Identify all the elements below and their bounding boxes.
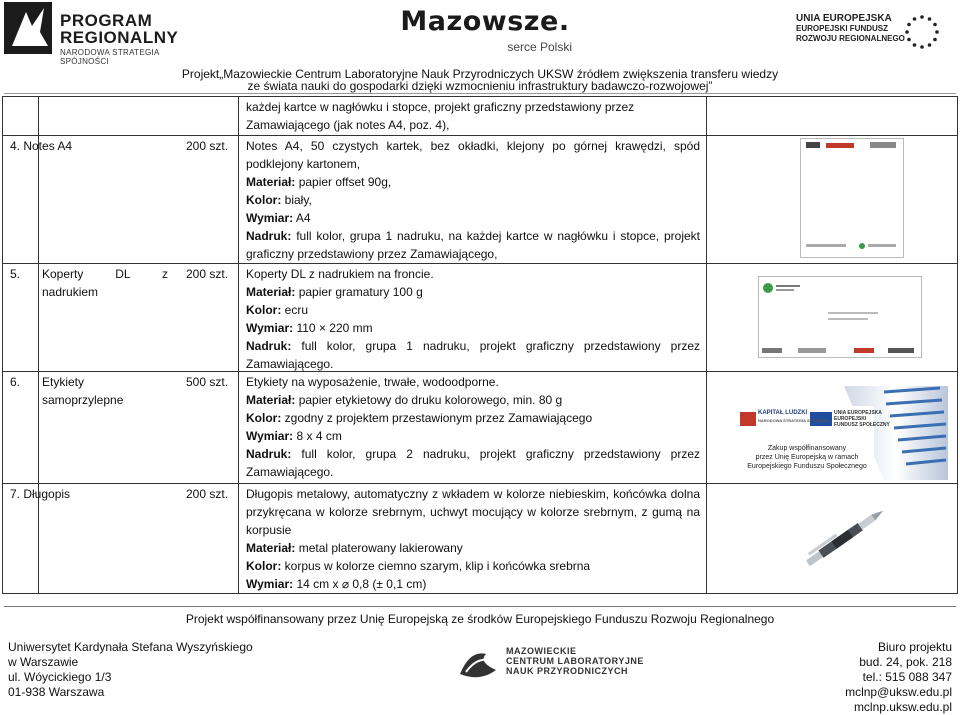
cofunding-statement: Projekt współfinansowany przez Unię Europejską ze środków Europejskiego Funduszu Rozwoju Regionalnego <box>185 612 775 626</box>
print-value: full kolor, grupa 1 nadruku, na każdej kartce w nagłówku i stopce, projekt graficzny przedstawiony przez Zamawiającego, <box>246 229 700 261</box>
label-kl-sub: NARODOWA STRATEGIA SPÓJNOŚCI <box>758 418 831 423</box>
row5-item-name: Koperty DL z nadrukiem <box>42 267 168 299</box>
contact-email-link[interactable]: mclnp@uksw.edu.pl <box>845 685 952 699</box>
row4-description <box>246 137 700 263</box>
size-label: Wymiar: <box>246 211 294 225</box>
mclnp-emblem-icon <box>456 644 500 684</box>
color-value: biały, <box>281 193 312 207</box>
row6-description <box>246 373 700 481</box>
table-border-bottom <box>2 593 958 594</box>
color-label: Kolor: <box>246 559 282 573</box>
mcl-line3: NAUK PRZYRODNICZYCH <box>506 666 628 676</box>
page-header <box>0 0 960 93</box>
label-caption-1: Zakup współfinansowany <box>767 445 847 452</box>
row6-print <box>246 445 700 481</box>
row4-item-name: 4. Notes A4 <box>10 139 73 153</box>
print-label: Nadruk: <box>246 229 292 243</box>
material-label: Materiał: <box>246 541 296 555</box>
program-logo-line2: REGIONALNY <box>60 28 179 47</box>
color-value: zgodny z projektem przestawionym przez Zamawiającego <box>281 411 593 425</box>
material-value: papier etykietowy do druku kolorowego, min. 80 g <box>295 393 563 407</box>
program-regionalny-emblem-icon <box>4 2 52 54</box>
table-border-left <box>2 96 3 594</box>
mclnp-logo <box>456 644 656 684</box>
label-caption-2: przez Unię Europejską w ramach <box>755 454 859 461</box>
university-address <box>8 640 253 700</box>
material-value: metal platerowany lakierowany <box>295 541 463 555</box>
size-value: 8 x 4 cm <box>293 429 342 443</box>
label-ue3: FUNDUSZ SPOŁECZNY <box>834 422 890 428</box>
row4-color <box>246 191 700 209</box>
row4-quantity: 200 szt. <box>186 139 229 153</box>
print-label: Nadruk: <box>246 339 292 353</box>
row7-size <box>246 575 700 593</box>
size-label: Wymiar: <box>246 429 294 443</box>
project-title-line1: Projekt„Mazowieckie Centrum Laboratoryjne Nauk Przyrodniczych UKSW źródłem zwiększenia transferu wiedzy <box>181 67 779 81</box>
table-row-divider <box>2 135 958 136</box>
size-value: 110 × 220 mm <box>293 321 373 335</box>
contact-line: bud. 24, pok. 218 <box>859 655 952 669</box>
label-caption-3: Europejskiego Funduszu Społecznego <box>747 463 867 470</box>
size-label: Wymiar: <box>246 321 294 335</box>
program-logo-line1: PROGRAM <box>60 11 153 30</box>
row-continuation-text <box>246 98 700 134</box>
row4-material <box>246 173 700 191</box>
row5-material <box>246 283 700 301</box>
continuation-line2: Zamawiającego (jak notes A4, poz. 4), <box>246 118 450 132</box>
address-line: ul. Wóycickiego 1/3 <box>8 670 112 684</box>
label-kl: KAPITAŁ LUDZKI <box>758 410 808 416</box>
program-regionalny-logo <box>4 2 204 66</box>
row6-item-name: Etykiety samoprzylepne <box>42 375 124 407</box>
mcl-line1: MAZOWIECKIE <box>506 646 577 656</box>
table-row-divider <box>2 263 958 264</box>
color-label: Kolor: <box>246 193 282 207</box>
labels-thumbnail <box>734 386 948 480</box>
table-border-right <box>957 96 958 594</box>
label-kl-text <box>758 410 830 424</box>
label-ue-text <box>834 410 890 428</box>
ue-logo-line2: EUROPEJSKI FUNDUSZ <box>796 24 889 33</box>
address-line: w Warszawie <box>8 655 79 669</box>
project-office-contact <box>845 640 952 715</box>
label-ue2: EUROPEJSKI <box>834 416 867 422</box>
row5-description <box>246 265 700 373</box>
row5-print <box>246 337 700 373</box>
row5-size <box>246 319 700 337</box>
row5-number: 5. <box>10 267 21 281</box>
mazowsze-logo-word: Mazowsze. <box>400 6 570 37</box>
program-logo-line3: NARODOWA STRATEGIA SPÓJNOŚCI <box>60 48 160 66</box>
continuation-line1: każdej kartce w nagłówku i stopce, projekt graficzny przedstawiony przez <box>246 100 635 114</box>
material-label: Materiał: <box>246 393 296 407</box>
contact-line: Biuro projektu <box>877 640 952 654</box>
row7-intro: Długopis metalowy, automatyczny z wkładem w kolorze niebieskim, końcówka dolna przykręcana w kolorze srebrnym, uchwyt mocujący w kolorze srebrnym, z gumą na korpusie <box>246 487 700 537</box>
mazowsze-logo <box>390 6 580 54</box>
row7-color <box>246 557 700 575</box>
row6-number: 6. <box>10 375 21 389</box>
envelope-dl-thumbnail <box>758 276 922 358</box>
size-value: 14 cm x ⌀ 0,8 (± 0,1 cm) <box>293 577 427 591</box>
table-col-divider <box>706 96 707 594</box>
print-label: Nadruk: <box>246 447 292 461</box>
unia-europejska-logo <box>790 10 958 54</box>
contact-phone: tel.: 515 088 347 <box>862 670 952 684</box>
mazowsze-logo-sub: serce Polski <box>507 40 572 54</box>
color-value: ecru <box>281 303 309 317</box>
address-line: Uniwersytet Kardynała Stefana Wyszyńskiego <box>8 640 253 654</box>
row7-material <box>246 539 700 557</box>
row6-quantity: 500 szt. <box>186 375 229 389</box>
row4-print <box>246 227 700 263</box>
project-title-line2: ze świata nauki do gospodarki dzięki wzmocnieniu infrastruktury badawczo-rozwojowej” <box>247 79 713 93</box>
row6-size <box>246 427 700 445</box>
label-caption <box>740 444 874 471</box>
row7-description <box>246 485 700 593</box>
row5-intro: Koperty DL z nadrukiem na froncie. <box>246 267 434 281</box>
footer-divider <box>4 606 956 607</box>
table-border-top <box>2 96 958 97</box>
row4-size <box>246 209 700 227</box>
table-col-divider <box>38 96 39 594</box>
header-divider <box>4 93 956 94</box>
pen-thumbnail <box>792 488 898 588</box>
size-value: A4 <box>293 211 311 225</box>
color-label: Kolor: <box>246 411 282 425</box>
print-value: full kolor, grupa 1 nadruku, projekt graficzny przedstawiony przez Zamawiającego. <box>246 339 700 371</box>
notes-a4-thumbnail <box>800 138 904 258</box>
address-line: 01-938 Warszawa <box>8 685 105 699</box>
row6-color <box>246 409 700 427</box>
row7-item-name: 7. Długopis <box>10 487 71 501</box>
contact-website-link[interactable]: mclnp.uksw.edu.pl <box>853 700 952 714</box>
material-label: Materiał: <box>246 285 296 299</box>
material-label: Materiał: <box>246 175 296 189</box>
size-label: Wymiar: <box>246 577 294 591</box>
row5-color <box>246 301 700 319</box>
color-value: korpus w kolorze ciemno szarym, klip i końcówka srebrna <box>281 559 591 573</box>
label-ue1: UNIA EUROPEJSKA <box>834 410 882 416</box>
material-value: papier gramatury 100 g <box>295 285 423 299</box>
eu-stars-icon <box>902 12 942 52</box>
row5-quantity: 200 szt. <box>186 267 229 281</box>
ue-logo-line3: ROZWOJU REGIONALNEGO <box>796 34 905 43</box>
row7-quantity: 200 szt. <box>186 487 229 501</box>
row6-intro: Etykiety na wyposażenie, trwałe, wodoodporne. <box>246 375 499 389</box>
row4-intro: Notes A4, 50 czystych kartek, bez okładki, klejony po górnej krawędzi, spód podklejony kartonem, <box>246 139 700 171</box>
specification-table <box>2 96 958 594</box>
material-value: papier offset 90g, <box>295 175 392 189</box>
table-row-divider <box>2 483 958 484</box>
ue-logo-line1: UNIA EUROPEJSKA <box>796 13 892 24</box>
row6-material <box>246 391 700 409</box>
print-value: full kolor, grupa 2 nadruku, projekt graficzny przedstawiony przez Zamawiającego. <box>246 447 700 479</box>
table-col-divider <box>238 96 239 594</box>
mcl-line2: CENTRUM LABORATORYJNE <box>506 656 644 666</box>
color-label: Kolor: <box>246 303 282 317</box>
